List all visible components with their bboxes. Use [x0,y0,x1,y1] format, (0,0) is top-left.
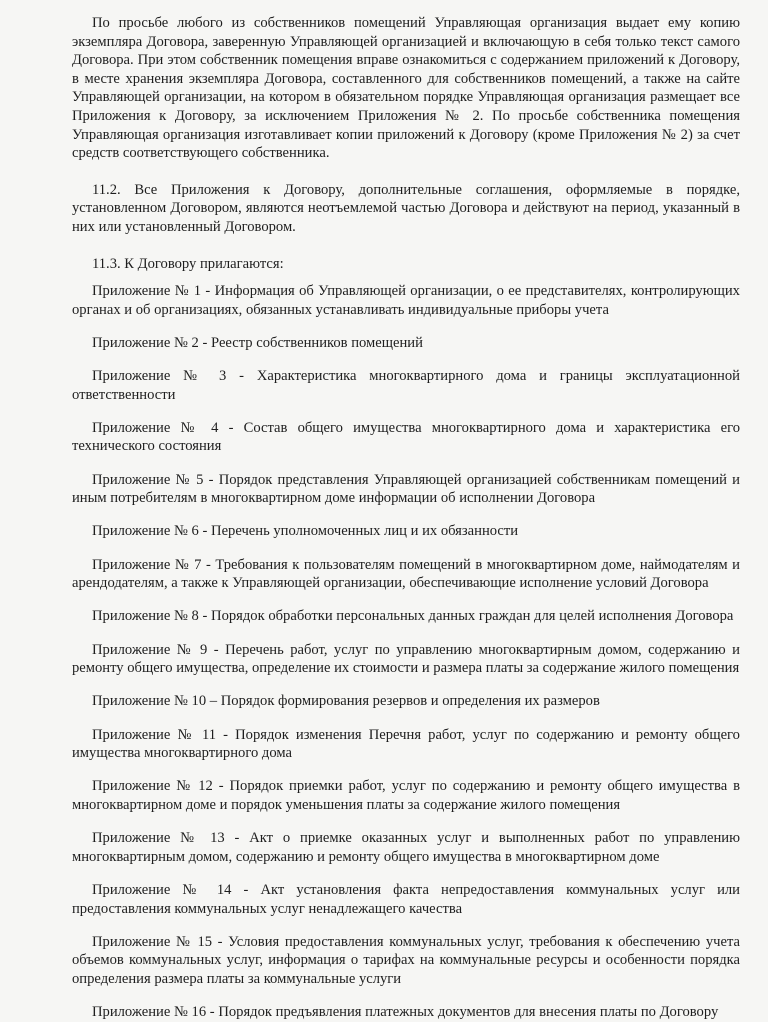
appendix-title: Акт установления факта непредоставления коммунальных услуг или предоставления коммунальных услуг ненадлежащего качества [72,881,740,917]
appendix-item-12 [72,777,740,814]
appendix-separator: - [212,933,229,950]
appendix-item-15 [72,933,740,989]
appendix-title: Порядок представления Управляющей организацией собственникам помещений и иным потребителям в многоквартирном доме информации об исполнении Договора [72,471,740,507]
appendix-title: Реестр собственников помещений [211,334,423,351]
appendix-title: Перечень работ, услуг по управлению многоквартирным домом, содержанию и ремонту общего имущества, определение их стоимости и размера платы за содержание жилого помещения [72,641,740,677]
appendix-title: Состав общего имущества многоквартирного дома и характеристика его технического состояния [72,419,740,455]
appendix-label: Приложение № 10 [92,693,207,710]
appendix-label: Приложение № 2 [92,334,199,351]
appendix-item-5 [72,471,740,508]
appendix-label: Приложение № 5 [92,471,204,488]
appendix-title: Порядок приемки работ, услуг по содержанию и ремонту общего имущества в многоквартирном доме и порядок уменьшения платы за содержание жилого помещения [72,778,740,813]
appendix-title: Порядок формирования резервов и определения их размеров [220,693,600,710]
appendix-separator: - [198,334,212,351]
appendix-title: Характеристика многоквартирного дома и границы эксплуатационной ответственности [72,368,740,403]
appendix-label: Приложение № 7 [92,556,202,573]
paragraph-11-2: 11.2. Все Приложения к Договору, дополнительные соглашения, оформляемые в порядке, установленном Договором, являются неотъемлемой частью Договора и действуют на период, указанный в них или установленный Договором. [72,181,740,235]
appendix-separator: - [203,471,219,488]
appendix-item-14 [72,881,740,918]
appendix-label: Приложение № 16 [92,1004,207,1021]
appendix-title: Порядок изменения Перечня работ, услуг по содержанию и ремонту общего имущества многоквартирного дома [72,726,740,762]
appendix-label: Приложение № 8 [92,608,199,625]
appendix-separator: - [224,830,250,847]
appendix-separator: - [201,556,216,573]
appendix-item-4 [72,419,740,456]
appendix-separator: - [218,419,244,436]
appendix-list [72,282,740,1022]
appendix-item-6 [72,522,740,541]
appendix-item-13 [72,829,740,866]
appendix-title: Информация об Управляющей организации, о ее представителях, контролирующих органах и об организациях, обязанных устанавливать индивидуальные приборы учета [72,283,740,318]
appendix-title: Порядок предъявления платежных документов для внесения платы по Договору [218,1004,719,1021]
appendix-separator: - [198,523,212,540]
appendix-label: Приложение № 14 [92,881,232,898]
appendix-title: Акт о приемке оказанных услуг и выполненных работ по управлению многоквартирным домом, содержанию и ремонту общего имущества в многоквартирном доме [72,830,740,865]
appendix-separator: - [206,1004,219,1021]
appendix-title: Перечень уполномоченных лиц и их обязанности [211,523,519,540]
appendix-separator: - [198,608,212,625]
appendix-item-1 [72,282,740,319]
appendix-separator: - [226,368,257,385]
appendix-separator: – [206,693,221,710]
appendix-title: Требования к пользователям помещений в многоквартирном доме, наймодателям и арендодателям, а также к Управляющей организации, обеспечивающие исполнение условий Договора [72,556,740,592]
paragraph-copy-of-contract: По просьбе любого из собственников помещений Управляющая организация выдает ему копию экземпляра Договора, заверенную Управляющей организацией и включающую в себя только текст самого Договора. При этом собственник помещения вправе ознакомиться с содержанием приложений к Договору, в месте хранения экземпляра Договора, составленного для собственников помещений, а также на сайте Управляющей организации, на котором в обязательном порядке Управляющая организация размещает все Приложения к Договору, за исключением Приложения № 2. По просьбе собственника помещения Управляющая организация изготавливает копии приложений к Договору (кроме Приложения № 2) за счет средств соответствующего собственника. [72,15,740,162]
appendix-item-9 [72,641,740,678]
appendix-label: Приложение № 9 [92,641,208,658]
appendix-label: Приложение № 11 [92,726,217,743]
appendix-separator: - [207,641,226,658]
appendix-item-10 [72,692,740,711]
appendix-separator: - [231,881,261,898]
appendix-label: Приложение № 6 [92,523,199,540]
appendix-item-16 [72,1003,740,1022]
appendix-title: Порядок обработки персональных данных граждан для целей исполнения Договора [211,608,734,625]
appendix-separator: - [216,726,236,743]
appendix-item-7 [72,556,740,593]
appendix-item-3 [72,367,740,404]
appendix-separator: - [212,778,230,795]
appendix-title: Условия предоставления коммунальных услуг, требования к обеспечению учета объемов коммунальных услуг, информация о тарифах на коммунальные ресурсы и особенности порядка определения размера платы за коммунальные услуги [72,933,740,987]
appendix-item-11 [72,726,740,763]
appendix-item-8 [72,607,740,626]
appendix-label: Приложение № 12 [92,778,213,795]
appendix-label: Приложение № 4 [92,419,219,436]
appendix-label: Приложение № 15 [92,933,213,950]
appendix-label: Приложение № 1 [92,283,201,300]
appendix-separator: - [201,283,215,300]
paragraph-11-3: 11.3. К Договору прилагаются: [92,255,284,272]
appendix-label: Приложение № 3 [92,368,227,385]
appendix-label: Приложение № 13 [92,830,225,847]
appendix-item-2 [72,334,740,353]
